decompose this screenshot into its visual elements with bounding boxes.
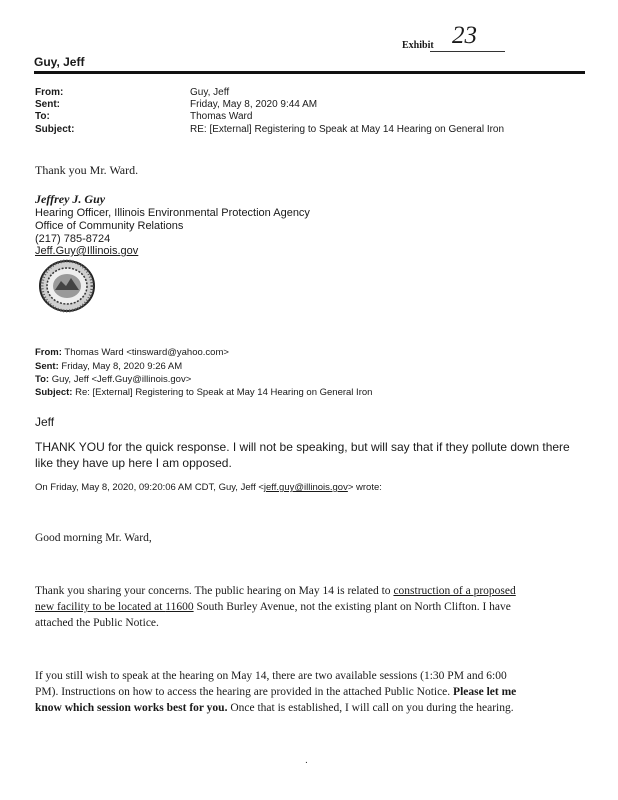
quoted-p2-line-2 bbox=[35, 686, 516, 698]
fwd-to-label: To: bbox=[35, 374, 50, 385]
header-divider bbox=[34, 71, 585, 74]
agency-seal-icon bbox=[38, 259, 96, 313]
attribution-suffix: > wrote: bbox=[347, 482, 382, 493]
header-sent-value: Friday, May 8, 2020 9:44 AM bbox=[190, 99, 318, 110]
p2-line2-text: PM). Instructions on how to access the hearing are provided in the attached Public Notice. bbox=[35, 686, 454, 698]
exhibit-number: 23 bbox=[452, 22, 477, 49]
header-to-value: Thomas Ward bbox=[190, 111, 253, 122]
header-sent-label: Sent: bbox=[35, 99, 60, 110]
header-from-value: Guy, Jeff bbox=[190, 87, 230, 98]
attribution-email-link[interactable]: jeff.guy@illinois.gov bbox=[263, 482, 348, 493]
fwd-subject-label: Subject: bbox=[35, 387, 73, 398]
quoted-p2-line-3 bbox=[35, 702, 514, 714]
fwd-subject-value: Re: [External] Registering to Speak at May 14 Hearing on General Iron bbox=[75, 387, 373, 398]
p2-line2-bold: Please let me bbox=[453, 686, 517, 698]
fwd-from-value: Thomas Ward <tinsward@yahoo.com> bbox=[64, 347, 229, 358]
reply-line-2: like they have up here I am opposed. bbox=[35, 456, 232, 470]
signature-phone: (217) 785-8724 bbox=[35, 233, 111, 245]
fwd-to-value: Guy, Jeff <Jeff.Guy@illinois.gov> bbox=[51, 374, 192, 385]
exhibit-underline bbox=[430, 51, 505, 52]
signature-name: Jeffrey J. Guy bbox=[35, 192, 106, 206]
p1-line1-text: Thank you sharing your concerns. The public hearing on May 14 is related to bbox=[35, 585, 394, 597]
fwd-sent-value: Friday, May 8, 2020 9:26 AM bbox=[61, 361, 183, 372]
signature-title: Hearing Officer, Illinois Environmental Protection Agency bbox=[35, 207, 310, 219]
quoted-attribution bbox=[35, 482, 382, 493]
quoted-p1-line-1 bbox=[35, 585, 516, 597]
quoted-p1-line-2 bbox=[35, 601, 511, 613]
quoted-p2-line-1: If you still wish to speak at the hearing on May 14, there are two available sessions (1:30 PM and 6:00 bbox=[35, 670, 507, 682]
quoted-greeting: Good morning Mr. Ward, bbox=[35, 532, 152, 544]
header-from-label: From: bbox=[35, 87, 64, 98]
p2-line3-bold: know which session works best for you. bbox=[35, 702, 228, 714]
body-greeting: Thank you Mr. Ward. bbox=[35, 163, 139, 177]
header-subject-value: RE: [External] Registering to Speak at May 14 Hearing on General Iron bbox=[190, 124, 505, 135]
reply-salutation: Jeff bbox=[35, 415, 55, 429]
p1-line2-underlined: new facility to be located at bbox=[35, 601, 166, 613]
page-mark: . bbox=[305, 755, 308, 766]
attribution-prefix: On Friday, May 8, 2020, 09:20:06 AM CDT, Guy, Jeff < bbox=[35, 482, 264, 493]
p1-line1-underlined: construction of a proposed bbox=[393, 585, 516, 597]
fwd-sent bbox=[35, 361, 182, 372]
fwd-sent-label: Sent: bbox=[35, 361, 59, 372]
p1-line2-rest: South Burley Avenue, not the existing plant on North Clifton. I have bbox=[193, 601, 511, 613]
sender-name: Guy, Jeff bbox=[34, 55, 85, 69]
exhibit-label: Exhibit bbox=[402, 40, 434, 51]
header-subject-label: Subject: bbox=[35, 124, 75, 135]
p1-line2-address-number: 11600 bbox=[165, 601, 194, 613]
fwd-to bbox=[35, 374, 191, 385]
p2-line3-rest: Once that is established, I will call on you during the hearing. bbox=[227, 702, 514, 714]
header-to-label: To: bbox=[35, 111, 50, 122]
signature-email-link[interactable]: Jeff.Guy@Illinois.gov bbox=[35, 245, 139, 257]
signature-office: Office of Community Relations bbox=[35, 220, 184, 232]
reply-line-1: THANK YOU for the quick response. I will not be speaking, but will say that if they pollute down there bbox=[35, 440, 570, 454]
fwd-from bbox=[35, 347, 229, 358]
fwd-subject bbox=[35, 387, 372, 398]
fwd-from-label: From: bbox=[35, 347, 62, 358]
quoted-p1-line-3: attached the Public Notice. bbox=[35, 617, 159, 629]
